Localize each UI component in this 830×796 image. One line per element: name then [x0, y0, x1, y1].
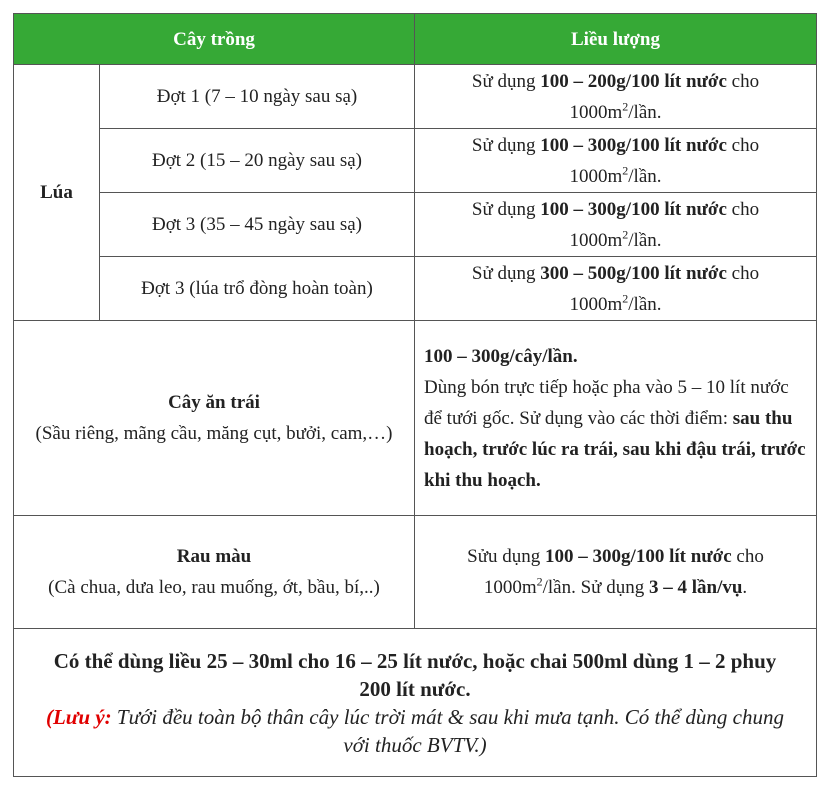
lua-stage-3: Đợt 3 (35 – 45 ngày sau sạ): [100, 193, 415, 257]
lua-stage-2: Đợt 2 (15 – 20 ngày sau sạ): [100, 129, 415, 193]
veg-dose: Sửu dụng 100 – 300g/100 lít nước cho $1000m^2$/lần. Sử dụng 3 – 4 lần/vụ.: [415, 516, 817, 629]
dosage-table: [13, 13, 817, 777]
table-row: [14, 65, 817, 129]
crop-veg: [14, 516, 415, 629]
crop-fruit: [14, 321, 415, 516]
note-sub: (Lưu ý: Tưới đều toàn bộ thân cây lúc trời mát & sau khi mưa tạnh. Có thể dùng chung với thuốc BVTV.): [45, 704, 784, 757]
table-row: [14, 321, 817, 516]
header-crop: Cây trồng: [14, 14, 415, 65]
header-dosage: Liều lượng: [415, 14, 817, 65]
table-row: [14, 257, 817, 321]
header-row: [14, 14, 817, 65]
note-main: Có thể dùng liều 25 – 30ml cho 16 – 25 lít nước, hoặc chai 500ml dùng 1 – 2 phuy 200 lít nước.: [53, 648, 777, 701]
note-cell: [14, 629, 817, 777]
fruit-title: Cây ăn trái: [168, 392, 260, 413]
table-row: [14, 516, 817, 629]
table-row: [14, 129, 817, 193]
fruit-examples: (Sầu riêng, mãng cầu, măng cụt, bưởi, cam,…): [35, 423, 393, 444]
lua-stage-4: Đợt 3 (lúa trổ đòng hoàn toàn): [100, 257, 415, 321]
dosage-table-container: [13, 13, 816, 777]
veg-examples: (Cà chua, dưa leo, rau muống, ớt, bầu, bí,..): [48, 577, 380, 598]
fruit-dose: 100 – 300g/cây/lần. Dùng bón trực tiếp hoặc pha vào 5 – 10 lít nước để tưới gốc. Sử dụng vào các thời điểm: sau thu hoạch, trước lúc ra trái, sau khi đậu trái, trước khi thu hoạch.: [415, 321, 817, 516]
lua-dose-4: Sử dụng 300 – 500g/100 lít nước cho $1000m^2$/lần.: [415, 257, 817, 321]
note-row: [14, 629, 817, 777]
veg-title: Rau màu: [176, 546, 252, 567]
lua-dose-2: Sử dụng 100 – 300g/100 lít nước cho $1000m^2$/lần.: [415, 129, 817, 193]
lua-stage-1: Đợt 1 (7 – 10 ngày sau sạ): [100, 65, 415, 129]
table-row: [14, 193, 817, 257]
lua-dose-3: Sử dụng 100 – 300g/100 lít nước cho $1000m^2$/lần.: [415, 193, 817, 257]
note-label: (Lưu ý:: [45, 704, 112, 729]
lua-dose-1: Sử dụng 100 – 200g/100 lít nước cho $1000m^2$/lần.: [415, 65, 817, 129]
crop-lua-label: Lúa: [14, 65, 100, 321]
